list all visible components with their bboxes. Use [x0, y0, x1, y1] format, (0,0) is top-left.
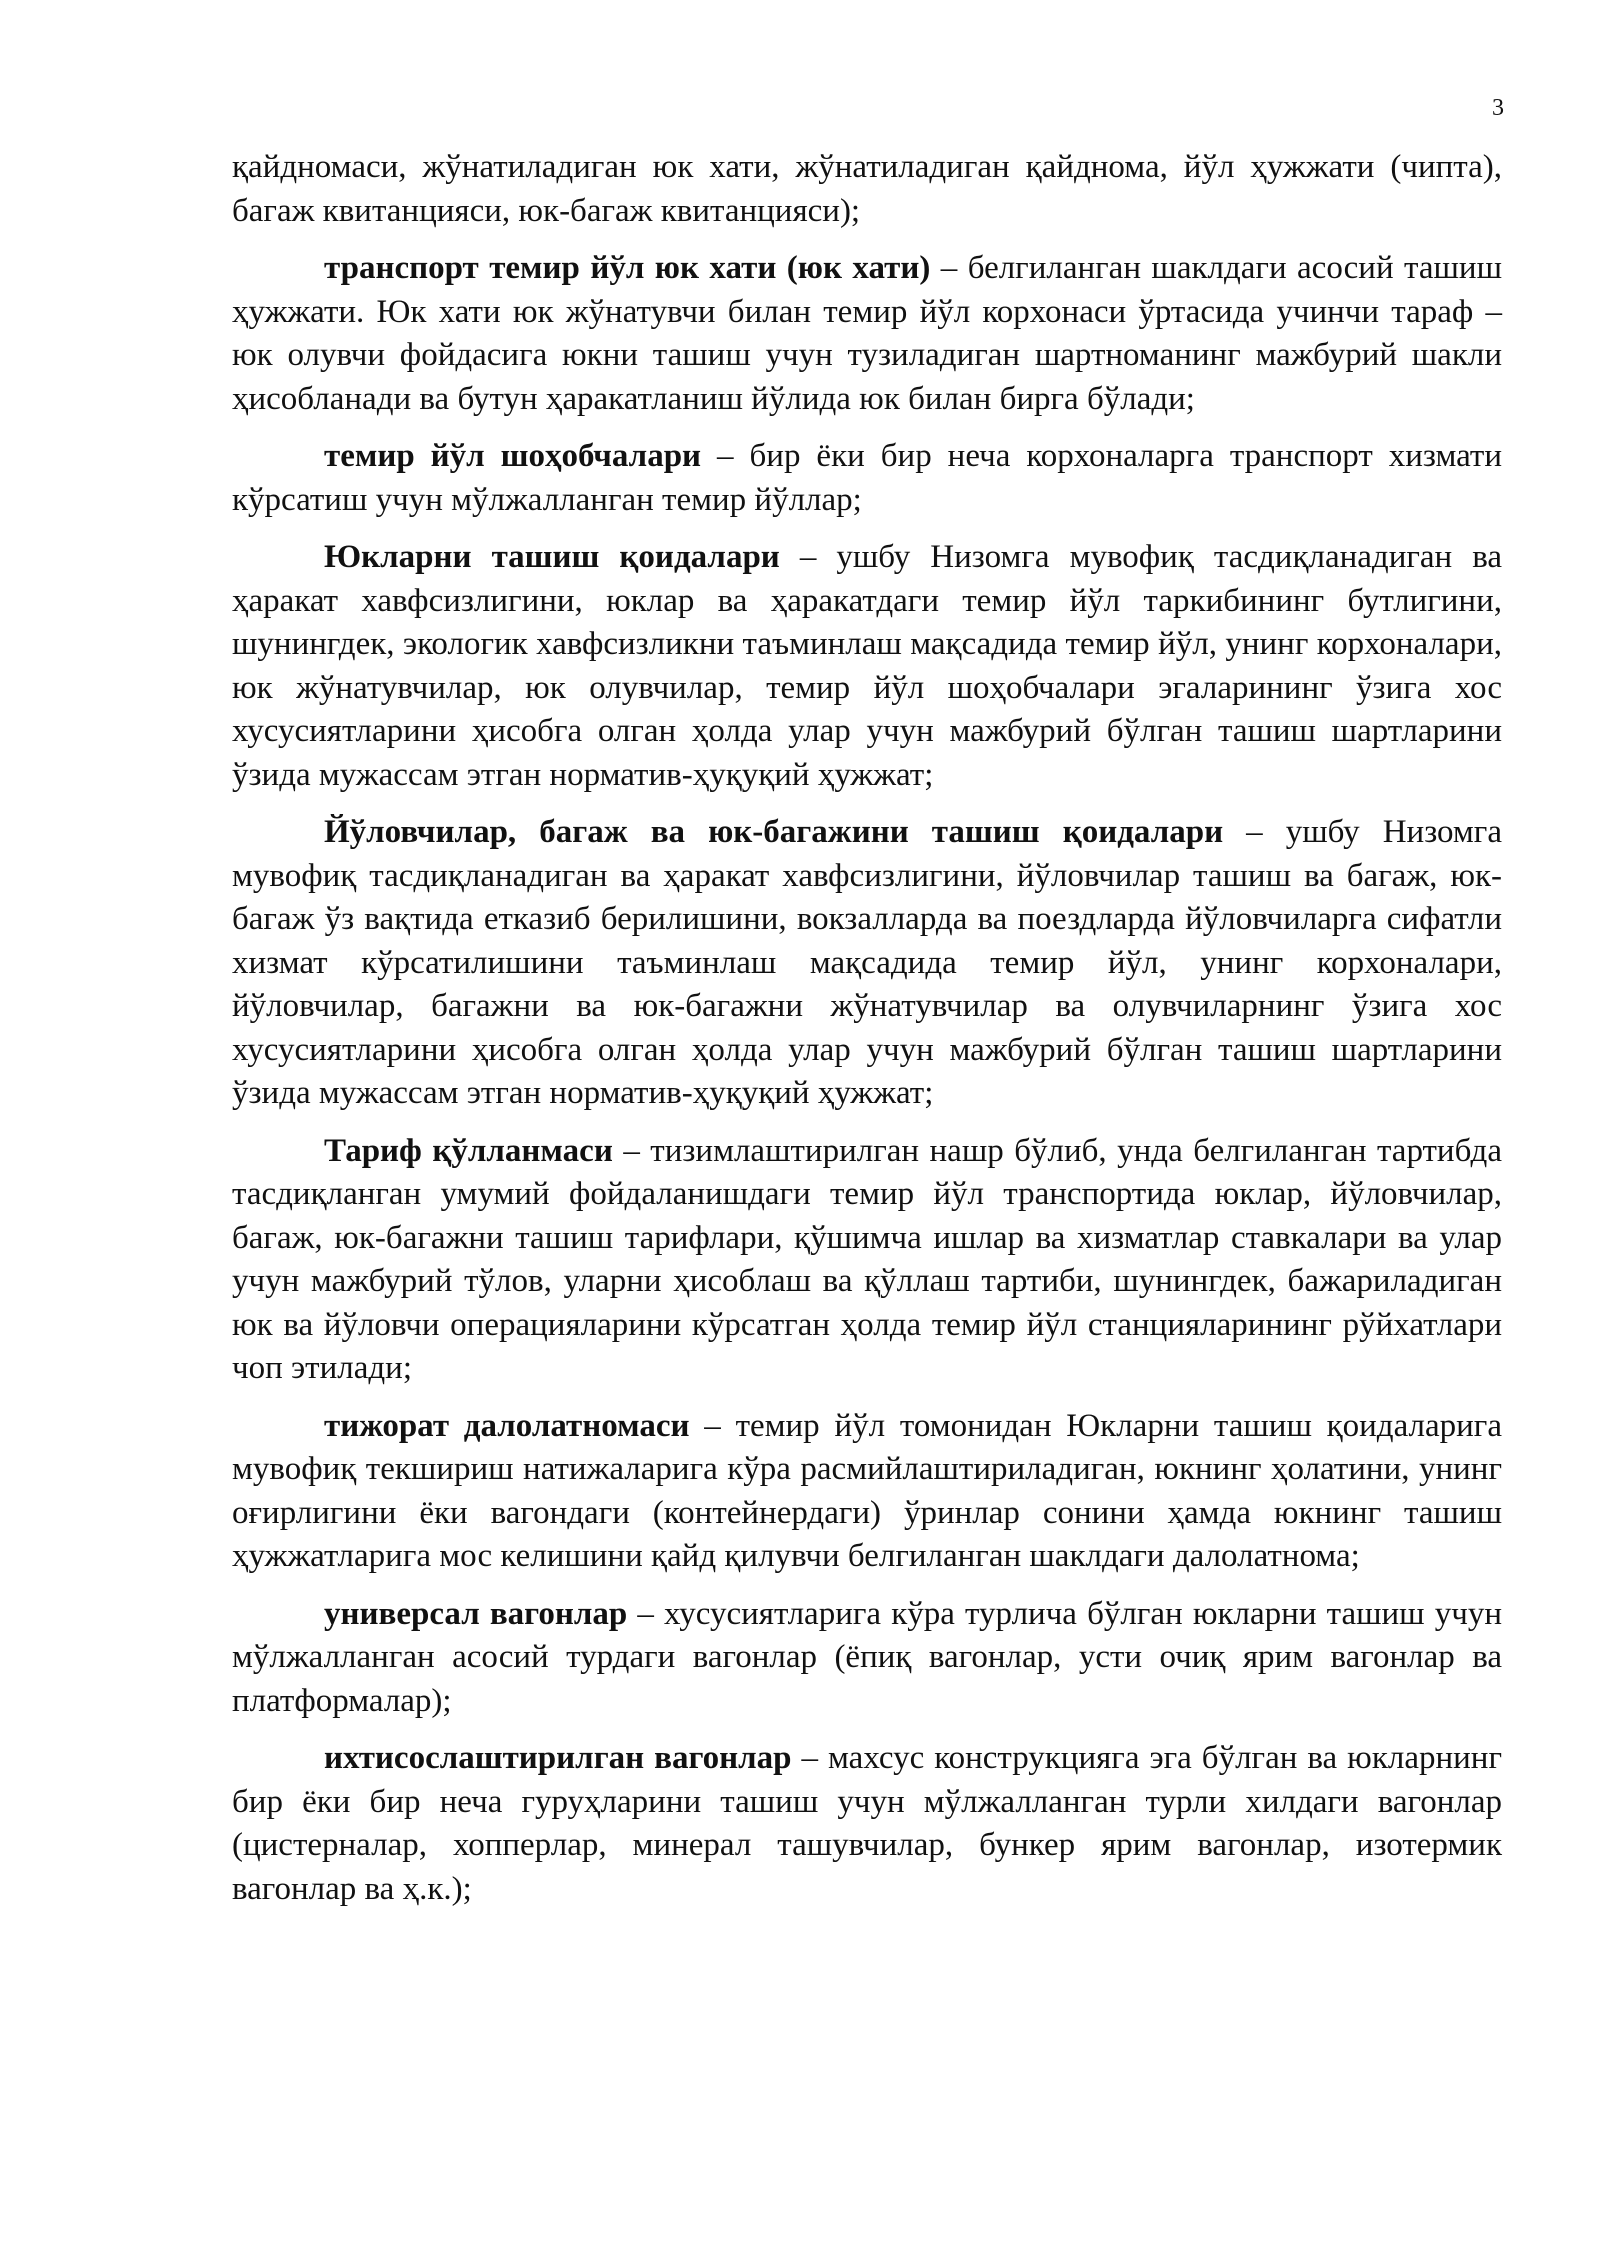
definition-term: Тариф қўлланмаси: [324, 1132, 613, 1169]
document-body: [232, 146, 1502, 1925]
definition-text: – ушбу Низомга мувофиқ тасдиқланадиган ва ҳаракат хавфсизлигини, йўловчилар ташиш ва багаж, юк-багаж ўз вақтида етказиб берилишини, вокзалларда ва поездларда йўловчиларга сифатли хизмат кўрсатилишини таъминлаш мақсадида темир йўл, унинг корхоналари, йўловчилар, багажни ва юк-багажни жўнатувчилар ва олувчиларнинг ўзига хос хусусиятларини ҳисобга олган ҳолда улар учун мажбурий бўлган ташиш шартларини ўзида мужассам этган норматив-ҳуқуқий ҳужжат;: [232, 814, 1502, 1111]
definition-paragraph: [232, 1405, 1502, 1579]
definition-term: транспорт темир йўл юк хати (юк хати): [324, 250, 931, 286]
definition-paragraph: [232, 247, 1502, 421]
definition-term: тижорат далолатномаси: [324, 1407, 690, 1444]
definition-term: Юкларни ташиш қоидалари: [324, 539, 780, 575]
definition-term: Йўловчилар, багаж ва юк-багажини ташиш қоидалари: [324, 814, 1224, 850]
definition-text: – темир йўл томонидан Юкларни ташиш қоидаларига мувофиқ текшириш натижаларига кўра расмийлаштириладиган, юкнинг ҳолатини, унинг оғирлигини ёки вагондаги (контейнердаги) ўринлар сонини ҳамда юкнинг ташиш ҳужжатларига мос келишини қайд қилувчи белгиланган шаклдаги далолатнома;: [232, 1407, 1502, 1574]
definition-text: қайдномаси, жўнатиладиган юк хати, жўнатиладиган қайднома, йўл ҳужжати (чипта), багаж квитанцияси, юк-багаж квитанцияси);: [232, 149, 1502, 229]
definition-paragraph: [232, 1737, 1502, 1911]
definition-paragraph: [232, 811, 1502, 1116]
definition-paragraph: [232, 435, 1502, 522]
definition-paragraph: [232, 1130, 1502, 1391]
definition-term: универсал вагонлар: [324, 1595, 628, 1632]
paragraph-continuation: [232, 146, 1502, 233]
definition-text: – бир ёки бир неча корхоналарга транспорт хизмати кўрсатиш учун мўлжалланган темир йўллар;: [232, 438, 1502, 518]
definition-paragraph: [232, 536, 1502, 797]
definition-text: – ушбу Низомга мувофиқ тасдиқланадиган ва ҳаракат хавфсизлигини, юклар ва ҳаракатдаги темир йўл таркибининг бутлигини, шунингдек, экологик хавфсизликни таъминлаш мақсадида темир йўл, унинг корхоналари, юк жўнатувчилар, юк олувчилар, темир йўл шоҳобчалари эгаларининг ўзига хос хусусиятларини ҳисобга олган ҳолда улар учун мажбурий бўлган ташиш шартларини ўзида мужассам этган норматив-ҳуқуқий ҳужжат;: [232, 539, 1503, 793]
definition-text: – тизимлаштирилган нашр бўлиб, унда белгиланган тартибда тасдиқланган умумий фойдаланишдаги темир йўл транспортида юклар, йўловчилар, багаж, юк-багажни ташиш тарифлари, қўшимча ишлар ва хизматлар ставкалари ва улар учун мажбурий тўлов, уларни ҳисоблаш ва қўллаш тартиби, шунингдек, бажариладиган юк ва йўловчи операцияларини кўрсатган ҳолда темир йўл станцияларининг рўйхатлари чоп этилади;: [232, 1132, 1502, 1386]
definition-term: ихтисослаштирилган вагонлар: [324, 1740, 792, 1776]
definition-paragraph: [232, 1593, 1502, 1724]
definition-text: – хусусиятларига кўра турлича бўлган юкларни ташиш учун мўлжалланган асосий турдаги вагонлар (ёпиқ вагонлар, усти очиқ ярим вагонлар ва платформалар);: [232, 1595, 1503, 1719]
definition-term: темир йўл шоҳобчалари: [324, 438, 702, 474]
page-number: 3: [1492, 95, 1504, 121]
definition-text: – махсус конструкцияга эга бўлган ва юкларнинг бир ёки бир неча гуруҳларини ташиш учун мўлжалланган турли хилдаги вагонлар (цистерналар, хопперлар, минерал ташувчилар, бункер ярим вагонлар, изотермик вагонлар ва ҳ.к.);: [232, 1740, 1502, 1907]
definition-text: – белгиланган шаклдаги асосий ташиш ҳужжати. Юк хати юк жўнатувчи билан темир йўл корхонаси ўртасида учинчи тараф – юк олувчи фойдасига юкни ташиш учун тузиладиган шартноманинг мажбурий шакли ҳисобланади ва бутун ҳаракатланиш йўлида юк билан бирга бўлади;: [232, 250, 1502, 417]
